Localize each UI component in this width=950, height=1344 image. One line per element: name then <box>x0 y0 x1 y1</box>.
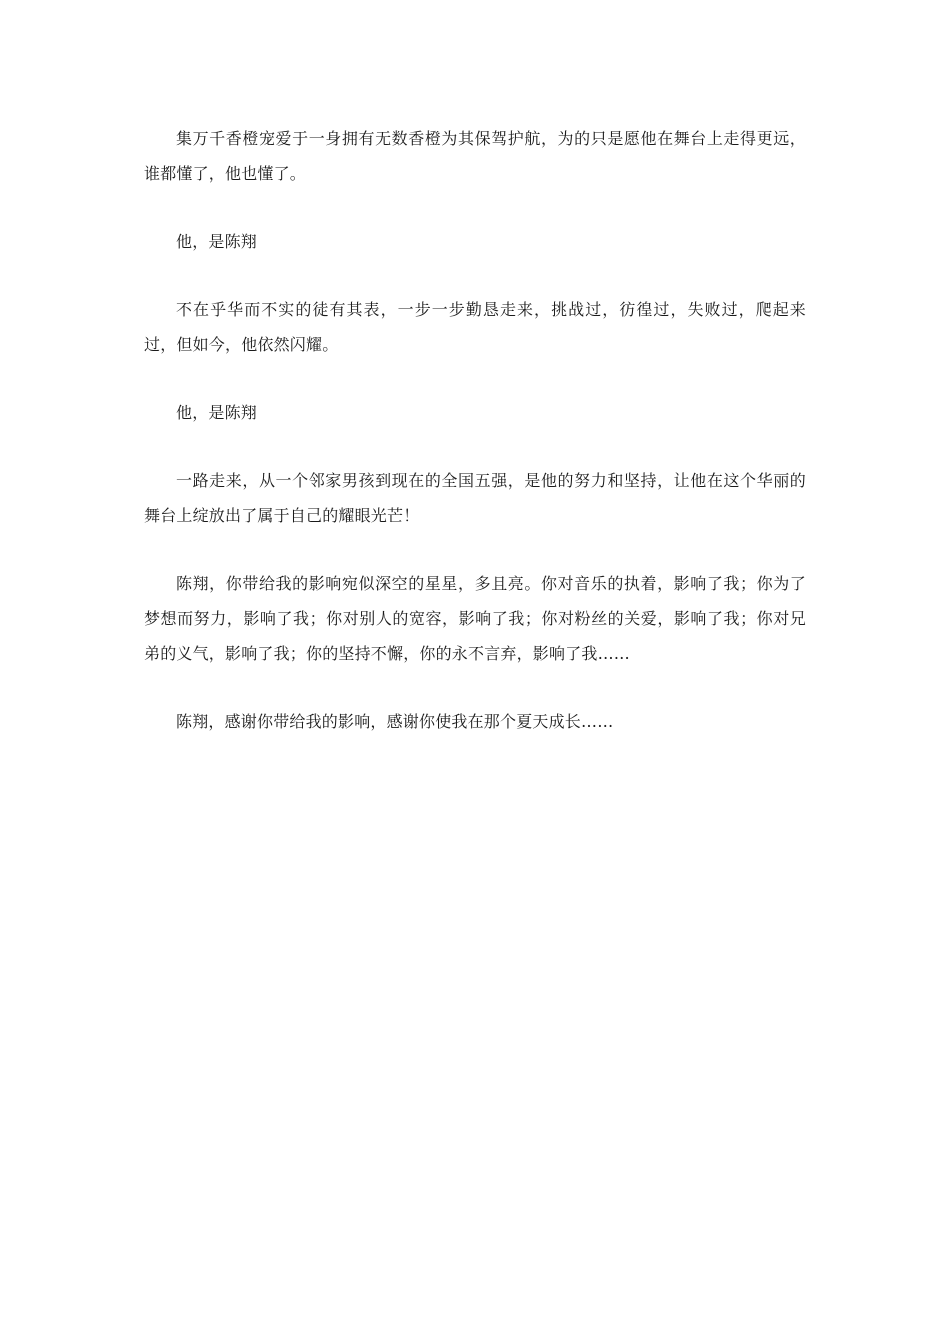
paragraph-2: 他，是陈翔 <box>176 232 258 251</box>
paragraph-5: 一路走来，从一个邻家男孩到现在的全国五强，是他的努力和坚持，让他在这个华丽的舞台上绽放出了属于自己的耀眼光芒！ <box>144 471 806 525</box>
paragraph-1: 集万千香橙宠爱于一身拥有无数香橙为其保驾护航，为的只是愿他在舞台上走得更远，谁都懂了，他也懂了。 <box>144 129 806 183</box>
paragraph-3: 不在乎华而不实的徒有其表，一步一步勤恳走来，挑战过，彷徨过，失败过，爬起来过，但如今，他依然闪耀。 <box>144 300 806 354</box>
document-body <box>144 121 806 772</box>
paragraph-6: 陈翔，你带给我的影响宛似深空的星星，多且亮。你对音乐的执着，影响了我；你为了梦想而努力，影响了我；你对别人的宽容，影响了我；你对粉丝的关爱，影响了我；你对兄弟的义气，影响了我；你的坚持不懈，你的永不言弃，影响了我…… <box>144 574 806 663</box>
paragraph-7: 陈翔，感谢你带给我的影响，感谢你使我在那个夏天成长…… <box>176 712 614 731</box>
paragraph-4: 他，是陈翔 <box>176 403 258 422</box>
